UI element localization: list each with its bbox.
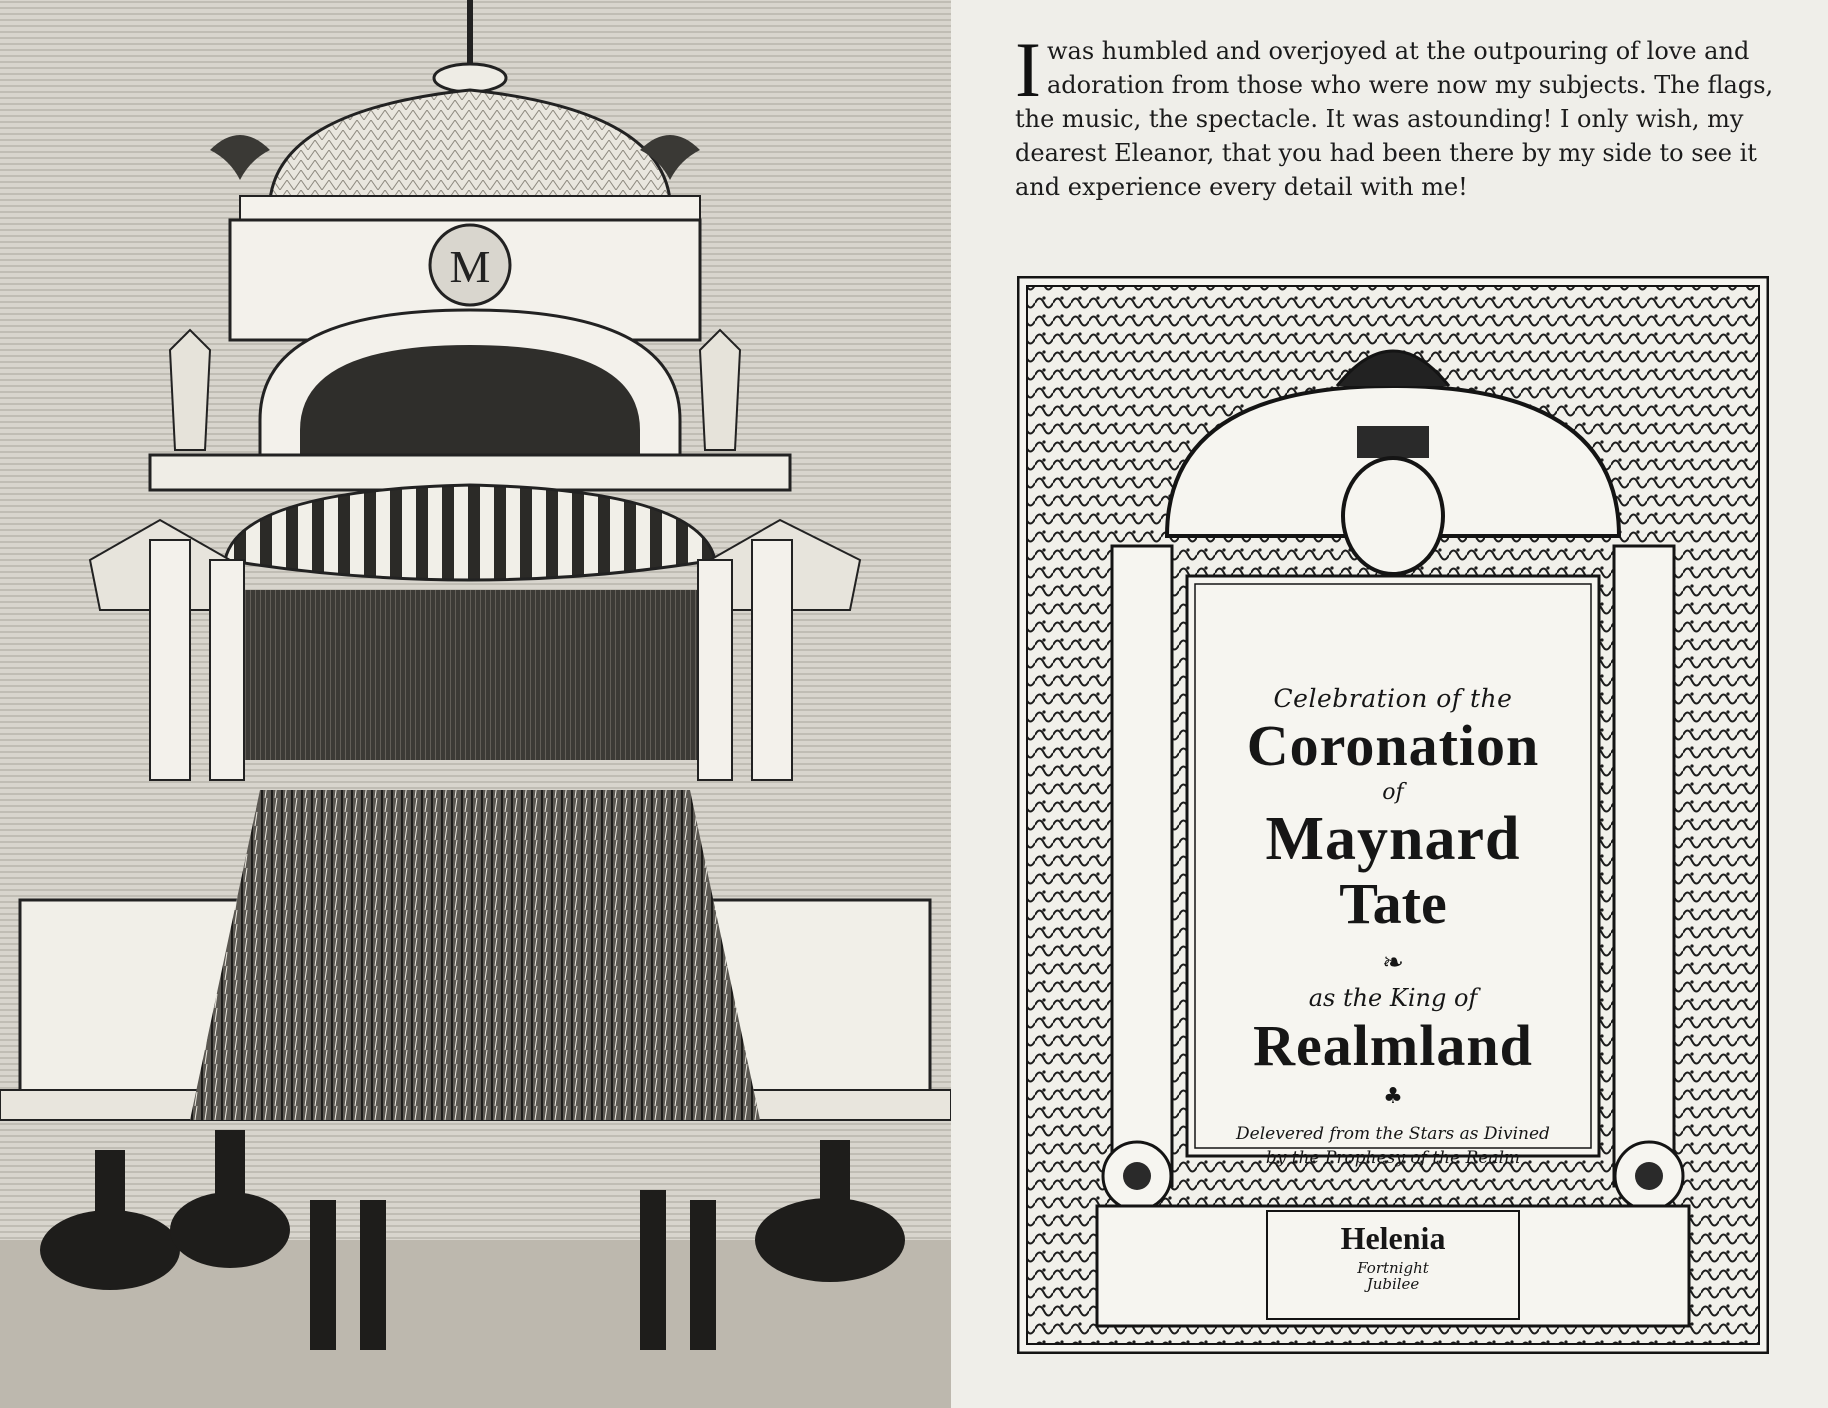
drop-cap: I <box>1015 26 1041 113</box>
left-angel-statue <box>170 330 210 450</box>
celebration-line: Celebration of the <box>1273 684 1513 713</box>
column <box>210 560 244 780</box>
name-first: Maynard <box>1265 805 1521 873</box>
blank-cartouche <box>1343 458 1443 574</box>
fortnight-line: Fortnight <box>1357 1259 1429 1277</box>
castle-crest <box>1357 426 1429 458</box>
realm-heading: Realmland <box>1253 1013 1533 1078</box>
column <box>150 540 190 780</box>
jubilee-line: Jubilee <box>1366 1275 1420 1293</box>
as-king-line: as the King of <box>1308 984 1478 1012</box>
pavilion-interior <box>230 590 710 760</box>
fleuron-icon: ❧ <box>1382 948 1404 978</box>
place-line: Helenia <box>1340 1220 1446 1256</box>
right-page <box>951 0 1828 1408</box>
intro-text: was humbled and overjoyed at the outpouring of love and adoration from those who were now my subjects. The flags, the music, the spectacle. It was astounding! I only wish, my dearest Eleanor, that you had been there by my side to see it and experience every detail with me! <box>1015 37 1774 201</box>
monogram-letter: M <box>449 241 491 292</box>
column <box>698 560 732 780</box>
prophesy-line: by the Prophesy of the Realm <box>1265 1148 1521 1168</box>
of-line: of <box>1382 780 1404 805</box>
column <box>752 540 792 780</box>
intro-paragraph <box>1015 26 1775 204</box>
club-icon: ♣ <box>1383 1084 1403 1109</box>
delivered-line: Delevered from the Stars as Divined <box>1236 1124 1550 1144</box>
coronation-invitation-card <box>1017 276 1769 1354</box>
name-last: Tate <box>1339 871 1447 936</box>
coronation-heading: Coronation <box>1246 713 1540 778</box>
crowd-with-banners <box>190 790 760 1120</box>
right-angel-statue <box>700 330 740 450</box>
